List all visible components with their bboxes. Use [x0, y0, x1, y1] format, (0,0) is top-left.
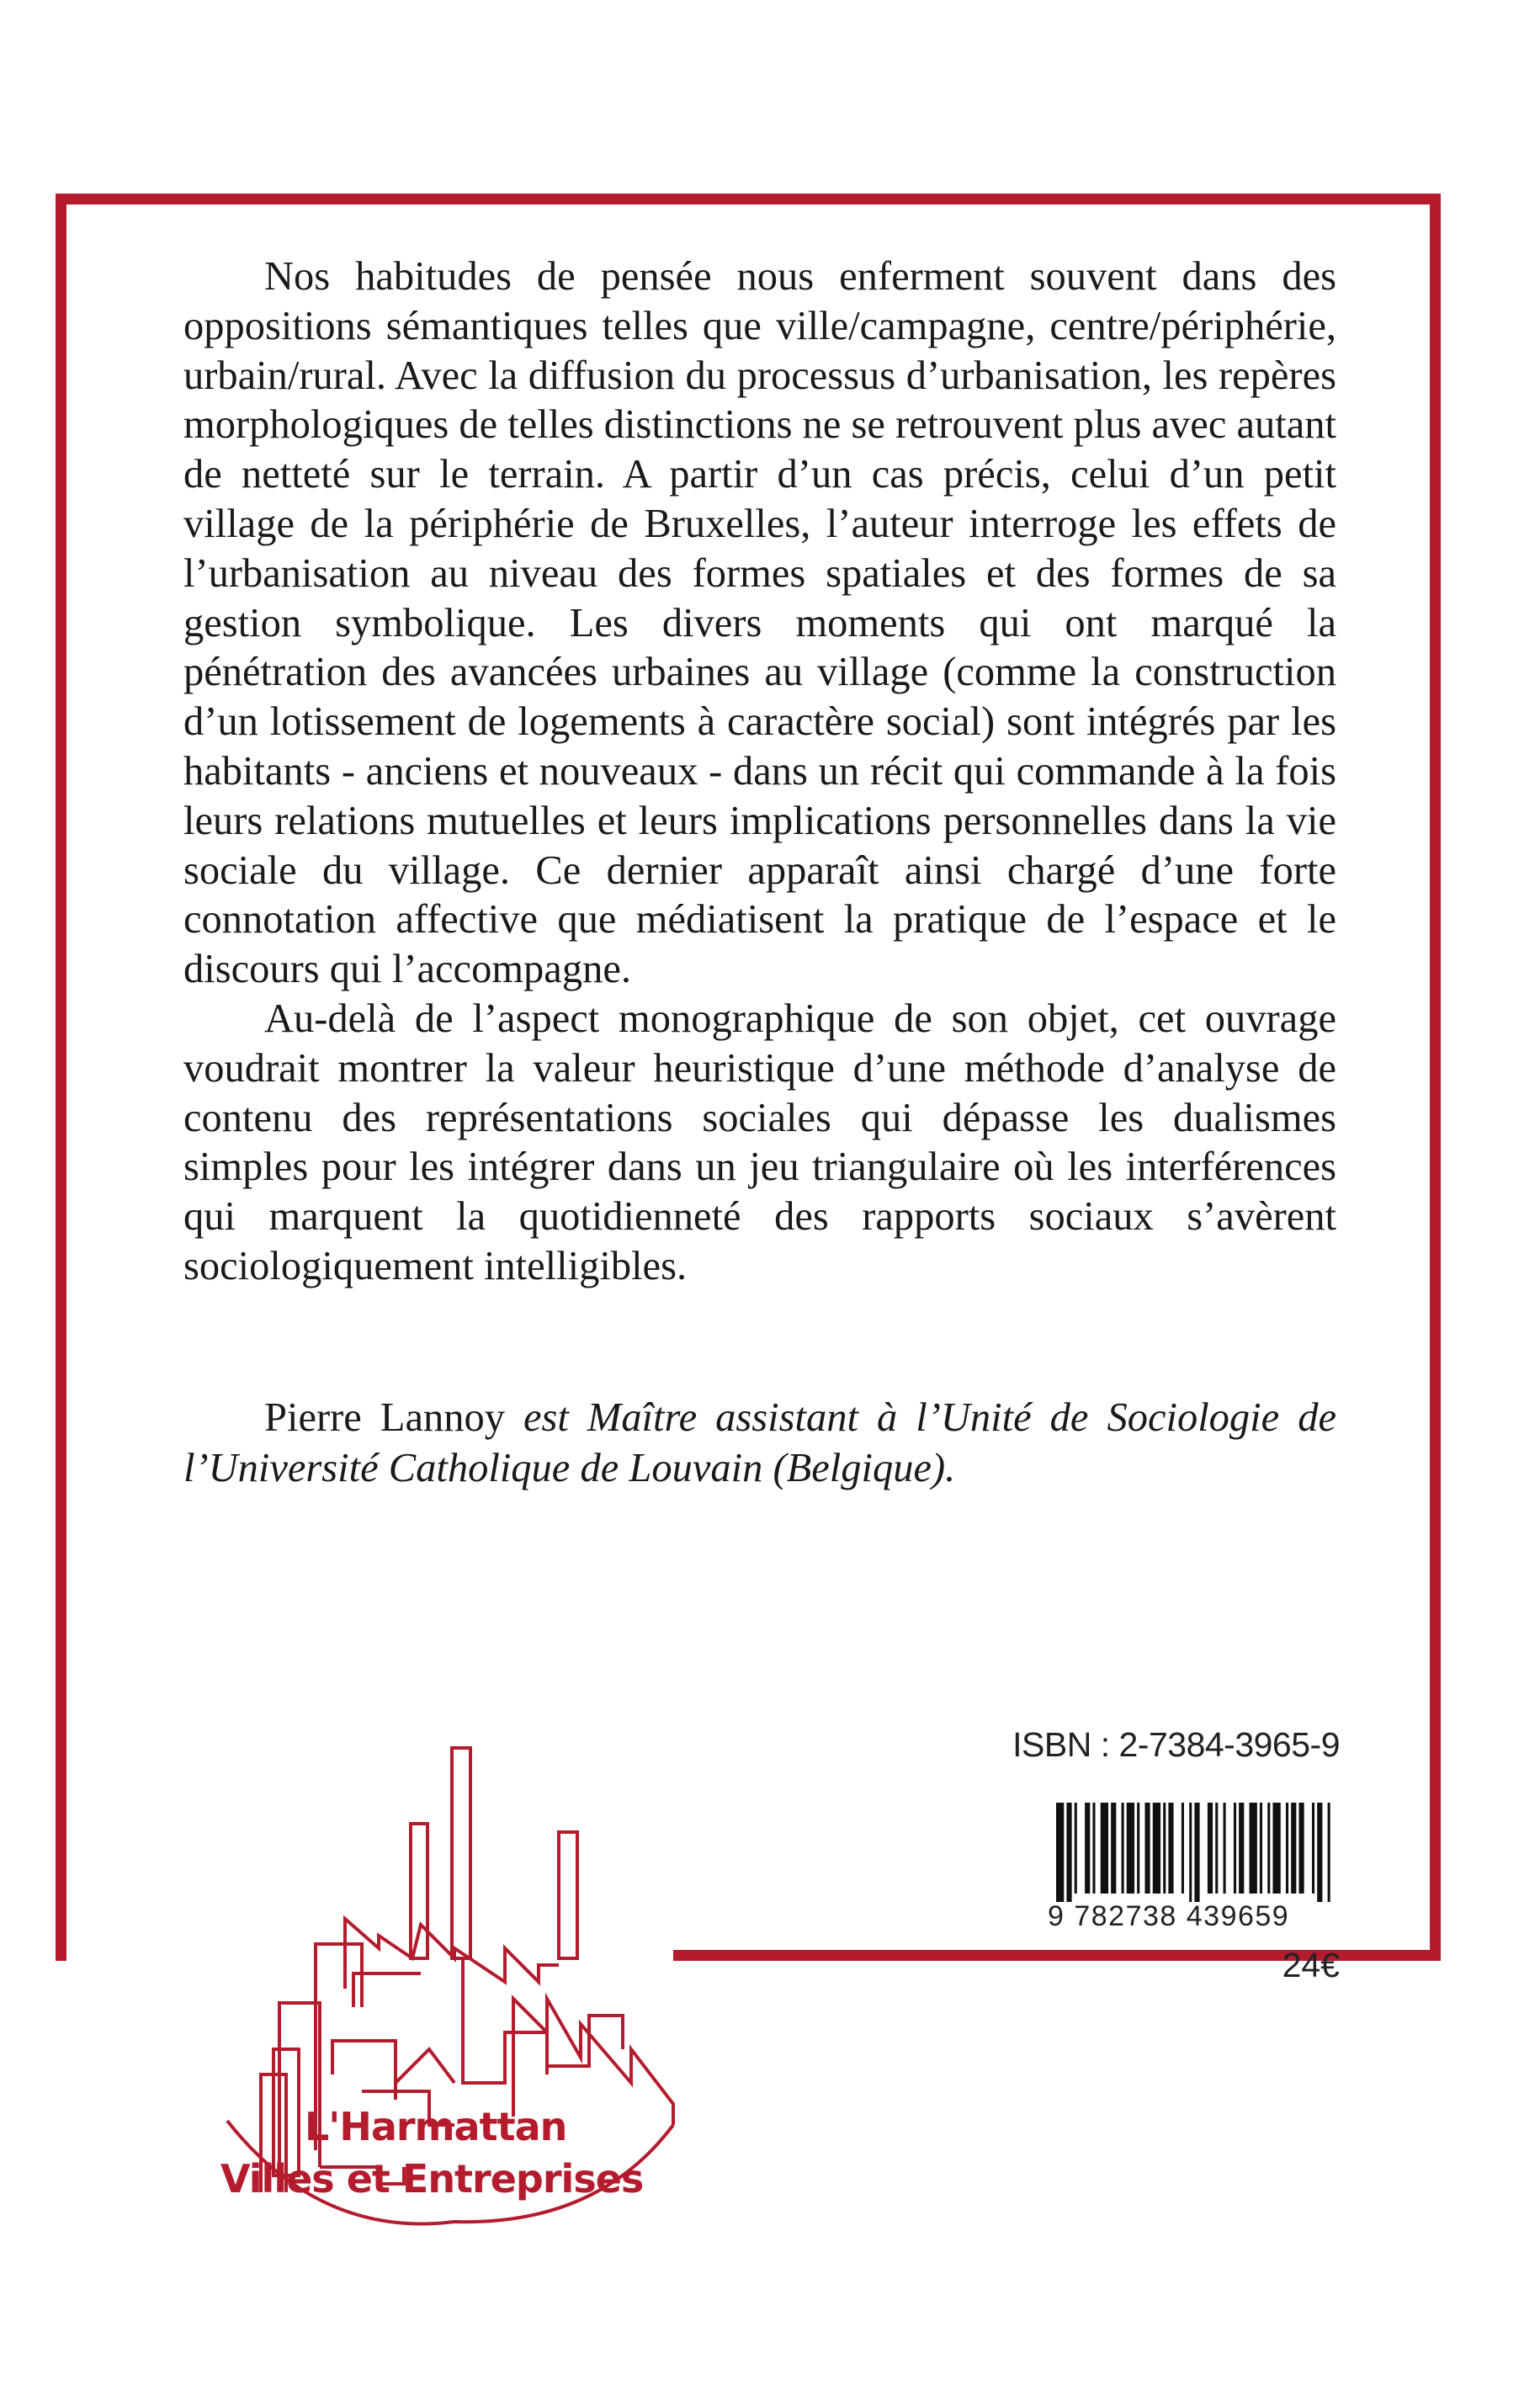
barcode-bar	[1234, 1803, 1236, 1894]
barcode-bar	[1163, 1803, 1166, 1894]
author-name: Pierre Lannoy	[264, 1395, 505, 1440]
barcode-digits: 9 782738 439659	[1048, 1900, 1290, 1932]
price: 24€	[1282, 1946, 1340, 1984]
barcode-bar	[1092, 1803, 1095, 1894]
barcode-bar	[1328, 1803, 1330, 1902]
barcode-bar	[1066, 1803, 1071, 1902]
barcode-bar	[1208, 1803, 1213, 1894]
barcode-bar	[1189, 1803, 1192, 1902]
barcode-bar	[1101, 1803, 1108, 1894]
barcode-bar	[1317, 1803, 1322, 1902]
barcode-bar	[1291, 1803, 1296, 1894]
barcode-bar	[1127, 1803, 1134, 1894]
blurb-paragraph-2: Au-delà de l’aspect monographique de son objet, cet ouvrage voudrait montrer la valeur heuristique d’une méthode d’analyse de contenu des représentations sociales qui dépasse les dualismes simples pour les intégrer dans un jeu triangulaire où les interférences qui marquent la quotidienneté des rapports sociaux s’avèrent sociologiquement intelligibles.	[183, 996, 1336, 1288]
barcode-bar	[1260, 1803, 1262, 1894]
barcode-bar	[1085, 1803, 1090, 1894]
barcode-bar	[1272, 1803, 1280, 1894]
barcode	[1056, 1803, 1338, 1902]
barcode-bar	[1122, 1803, 1124, 1894]
author-note-paragraph	[183, 1393, 1336, 1494]
barcode-bar	[1312, 1803, 1314, 1894]
barcode-bar	[1075, 1803, 1077, 1894]
author-bio: est Maître assistant à l’Unité de Sociologie de l’Université Catholique de Louvain (Belgique).	[183, 1395, 1336, 1490]
barcode-bar	[1182, 1803, 1184, 1894]
isbn: ISBN : 2-7384-3965-9	[1012, 1725, 1340, 1764]
barcode-bar	[1056, 1803, 1064, 1902]
barcode-bar	[1111, 1803, 1116, 1894]
barcode-bar	[1224, 1803, 1226, 1894]
author-note	[183, 1393, 1336, 1494]
barcode-bar	[1250, 1803, 1257, 1894]
barcode-bar	[1298, 1803, 1304, 1894]
barcode-bar	[1153, 1803, 1160, 1894]
barcode-bar	[1194, 1803, 1199, 1902]
publisher-series: Villes et Entreprises	[220, 2156, 644, 2202]
barcode-bar	[1267, 1803, 1270, 1894]
barcode-bar	[1144, 1803, 1150, 1894]
barcode-bar	[1286, 1803, 1288, 1894]
barcode-bar	[1215, 1803, 1218, 1894]
barcode-bar	[1137, 1803, 1139, 1894]
blurb-paragraph-1: Nos habitudes de pensée nous enferment souvent dans des oppositions sémantiques telles que ville/campagne, centre/périphérie, urbain/rural. Avec la diffusion du processus d’urbanisation, les repères morphologiques de telles distinctions ne se retrouvent plus avec autant de netteté sur le terrain. A partir d’un cas précis, celui d’un petit village de la périphérie de Bruxelles, l’auteur interroge les effets de l’urbanisation au niveau des formes spatiales et des formes de sa gestion symbolique. Les divers moments qui ont marqué la pénétration des avancées urbaines au village (comme la construction d’un lotissement de logements à caractère social) sont intégrés par les habitants - anciens et nouveaux - dans un récit qui commande à la fois leurs relations mutuelles et leurs implications personnelles dans la vie sociale du village. Ce dernier apparaît ainsi chargé d’une forte connotation affective que médiatisent la pratique de l’espace et le discours qui l’accompagne.	[183, 254, 1336, 992]
publisher-name: L'Harmattan	[305, 2104, 567, 2149]
blurb	[183, 252, 1336, 1292]
barcode-bar	[1168, 1803, 1173, 1894]
barcode-bar	[1239, 1803, 1244, 1894]
